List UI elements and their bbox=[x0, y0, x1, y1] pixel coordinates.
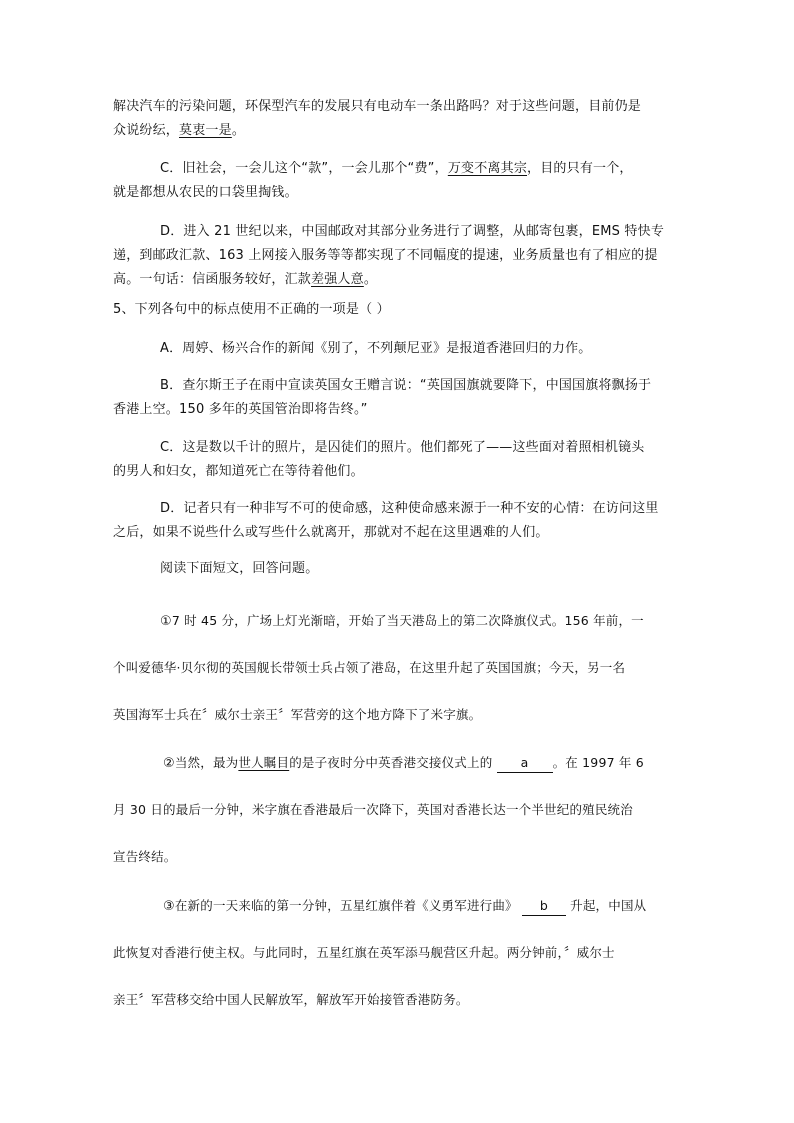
text-line bbox=[113, 739, 683, 786]
text-span: 的是子夜时分中英香港交接仪式上的 bbox=[289, 755, 493, 770]
q5-option-d bbox=[113, 497, 683, 545]
text-line: 之后，如果不说些什么或写些什么就离开，那就对不起在这里遇难的人们。 bbox=[113, 525, 549, 540]
underlined-idiom: 莫衷一是 bbox=[179, 123, 232, 138]
reading-paragraph-2 bbox=[113, 739, 683, 880]
text-line: B．查尔斯王子在雨中宣读英国女王赠言说：“英国国旗就要降下，中国国旗将飘扬于 bbox=[160, 378, 652, 393]
text-line bbox=[113, 597, 683, 644]
text-line: 此恢复对香港行使主权。与此同时，五星红旗在英军添马舰营区升起。两分钟前，〞威尔士 bbox=[113, 945, 615, 960]
text-span: ，目的只有一个， bbox=[527, 161, 633, 176]
text-span: 升起，中国从 bbox=[570, 898, 647, 913]
underlined-phrase: 世人瞩目 bbox=[238, 755, 290, 770]
text-line: 就是都想从农民的口袋里掏钱。 bbox=[113, 185, 298, 200]
answer-blank-a: a bbox=[497, 754, 553, 773]
text-span: 高。一句话：信函服务较好，汇款 bbox=[113, 272, 312, 287]
text-line bbox=[113, 268, 683, 292]
text-span: C．旧社会，一会儿这个“款”，一会儿那个“费”， bbox=[160, 161, 448, 176]
text-line: 解决汽车的污染问题，环保型汽车的发展只有电动车一条出路吗？对于这些问题，目前仍是 bbox=[113, 99, 642, 114]
q5-option-c bbox=[113, 436, 683, 484]
underlined-idiom: 差强人意 bbox=[311, 272, 364, 287]
text-line: A．周婷、杨兴合作的新闻《别了，不列颠尼亚》是报道香港回归的力作。 bbox=[160, 341, 592, 356]
text-span: 众说纷纭， bbox=[113, 123, 180, 138]
text-span: 。 bbox=[363, 272, 378, 287]
text-line: 亲王〞军营移交给中国人民解放军，解放军开始接管香港防务。 bbox=[113, 992, 469, 1007]
text-span: 7 时 45 分，广场上灯光渐暗，开始了当天港岛上的第二次降旗仪式。156 年前，一 bbox=[171, 613, 644, 628]
answer-blank-b: b bbox=[522, 897, 566, 916]
text-line: 香港上空。150 多年的英国管治即将告终。” bbox=[113, 402, 368, 417]
reading-paragraph-1 bbox=[113, 597, 683, 738]
circled-number: ② bbox=[163, 756, 175, 771]
text-line: D．进入 21 世纪以来，中国邮政对其部分业务进行了调整，从邮寄包裹，EMS 特快专 bbox=[160, 224, 665, 239]
text-line: C．这是数以千计的照片，是囚徒们的照片。他们都死了——这些面对着照相机镜头 bbox=[160, 440, 645, 455]
reading-paragraph-3 bbox=[113, 882, 683, 1023]
text-line bbox=[113, 119, 683, 143]
q5-option-a bbox=[113, 337, 683, 361]
text-line bbox=[113, 157, 683, 181]
text-span: 当然，最为 bbox=[174, 755, 239, 770]
text-line: 英国海军士兵在〞威尔士亲王〞军营旁的这个地方降下了米字旗。 bbox=[113, 707, 482, 722]
circled-number: ① bbox=[160, 614, 172, 629]
q4-option-d bbox=[113, 220, 683, 292]
text-span: 在新的一天来临的第一分钟，五星红旗伴着《义勇军进行曲》 bbox=[174, 898, 518, 913]
text-line: 的男人和妇女，都知道死亡在等待着他们。 bbox=[113, 464, 364, 479]
text-span: 。在 1997 年 6 bbox=[552, 755, 644, 770]
text-line: 递，到邮政汇款、163 上网接入服务等等都实现了不同幅度的提速，业务质量也有了相应的提 bbox=[113, 248, 658, 263]
q4-option-c bbox=[113, 157, 683, 205]
text-line: 月 30 日的最后一分钟，米字旗在香港最后一次降下，英国对香港长达一个半世纪的殖民统治 bbox=[113, 802, 633, 817]
text-line: 个叫爱德华·贝尔彻的英国舰长带领士兵占领了港岛，在这里升起了英国国旗；今天，另一名 bbox=[113, 660, 626, 675]
text-line: 5、下列各句中的标点使用不正确的一项是（ ） bbox=[113, 302, 390, 317]
text-span: 。 bbox=[231, 123, 246, 138]
circled-number: ③ bbox=[163, 899, 175, 914]
underlined-idiom: 万变不离其宗 bbox=[447, 161, 528, 176]
text-line: D．记者只有一种非写不可的使命感，这种使命感来源于一种不安的心情：在访问这里 bbox=[160, 501, 659, 516]
q4-option-b-continuation bbox=[113, 95, 683, 143]
text-line: 宣告终结。 bbox=[113, 849, 177, 864]
question-5-stem bbox=[113, 298, 683, 322]
text-line: 阅读下面短文，回答问题。 bbox=[160, 561, 319, 576]
reading-instruction bbox=[113, 557, 683, 581]
q5-option-b bbox=[113, 374, 683, 422]
text-line bbox=[113, 882, 683, 929]
